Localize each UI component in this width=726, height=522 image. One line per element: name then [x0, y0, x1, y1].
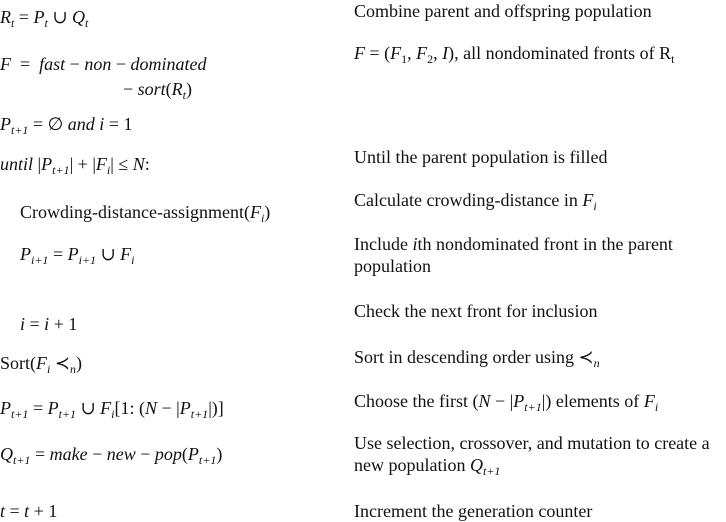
until-keyword: until: [0, 154, 34, 174]
desc-line-5-text: Calculate crowding-distance in: [354, 190, 583, 210]
desc-line-4: Until the parent population is filled: [354, 147, 608, 167]
algo-line-7: i = i + 1: [20, 314, 78, 334]
desc-line-2-text: , all nondominated fronts of R: [454, 43, 672, 63]
desc-line-2: $F = (F_1$, $F_2$, I), all nondominated fronts of $R_t$: [354, 43, 675, 66]
desc-line-11: Increment the generation counter: [354, 501, 593, 521]
algo-line-8: $Sort(F_i$ $≺_n$): [0, 353, 82, 376]
desc-line-9-pre: Choose the first: [354, 391, 473, 411]
desc-line-7: Check the next front for inclusion: [354, 301, 598, 321]
algo-line-9: $P_{t+1} = P_{t+1}$ ∪ $F_i[1$: $(N - |P_{t+1}|)$]: [0, 398, 224, 421]
algo-line-1: $R_t = P_t$ ∪ $Q_t$: [0, 7, 89, 30]
desc-line-10: Use selection, crossover, and mutation to create a new population $Q_{t+1}$: [354, 433, 710, 478]
sort-label: Sort(: [0, 353, 36, 373]
desc-line-6-i: i: [412, 234, 418, 254]
desc-line-6: [354, 233, 724, 277]
algo-line-2b: − $sort(R_t)$: [123, 79, 193, 102]
desc-line-1: Combine parent and offspring population: [354, 1, 652, 21]
crowding-label: Crowding-distance-assignment(: [20, 202, 250, 222]
desc-line-6-post: th nondominated front in the parent population: [354, 234, 673, 276]
algo-line-4: until $|P_{t+1}| + |F_i| \le N$:: [0, 154, 150, 177]
algo-line-2: F = fast − non − dominated: [0, 54, 207, 74]
algo-line-10: $Q_{t+1}$ = make − new − $pop(P_{t+1})$: [0, 444, 223, 467]
algo-line-6: $P_{i+1} = P_{i+1}$ ∪ $F_i$: [20, 244, 135, 267]
algo-line-5: Crowding-$distance-assignment(F_i)$: [20, 202, 271, 225]
desc-line-6-pre: Include: [354, 234, 413, 254]
desc-line-5: Calculate crowding-distance in $F_i$: [354, 190, 597, 213]
desc-line-9-post: elements of: [551, 391, 644, 411]
desc-line-8: Sort in descending order using $≺_n$: [354, 347, 600, 370]
algo-line-3: $P_{t+1}$ = ∅ and i = 1: [0, 114, 133, 137]
desc-line-9: Choose the first $(N - |P_{t+1}|)$ elements of $F_i$: [354, 391, 659, 414]
desc-line-10-text: Use selection, crossover, and mutation to create a new population: [354, 433, 710, 475]
desc-line-8-text: Sort in descending order using: [354, 347, 579, 367]
algo-line-11: t = t + 1: [0, 501, 58, 521]
